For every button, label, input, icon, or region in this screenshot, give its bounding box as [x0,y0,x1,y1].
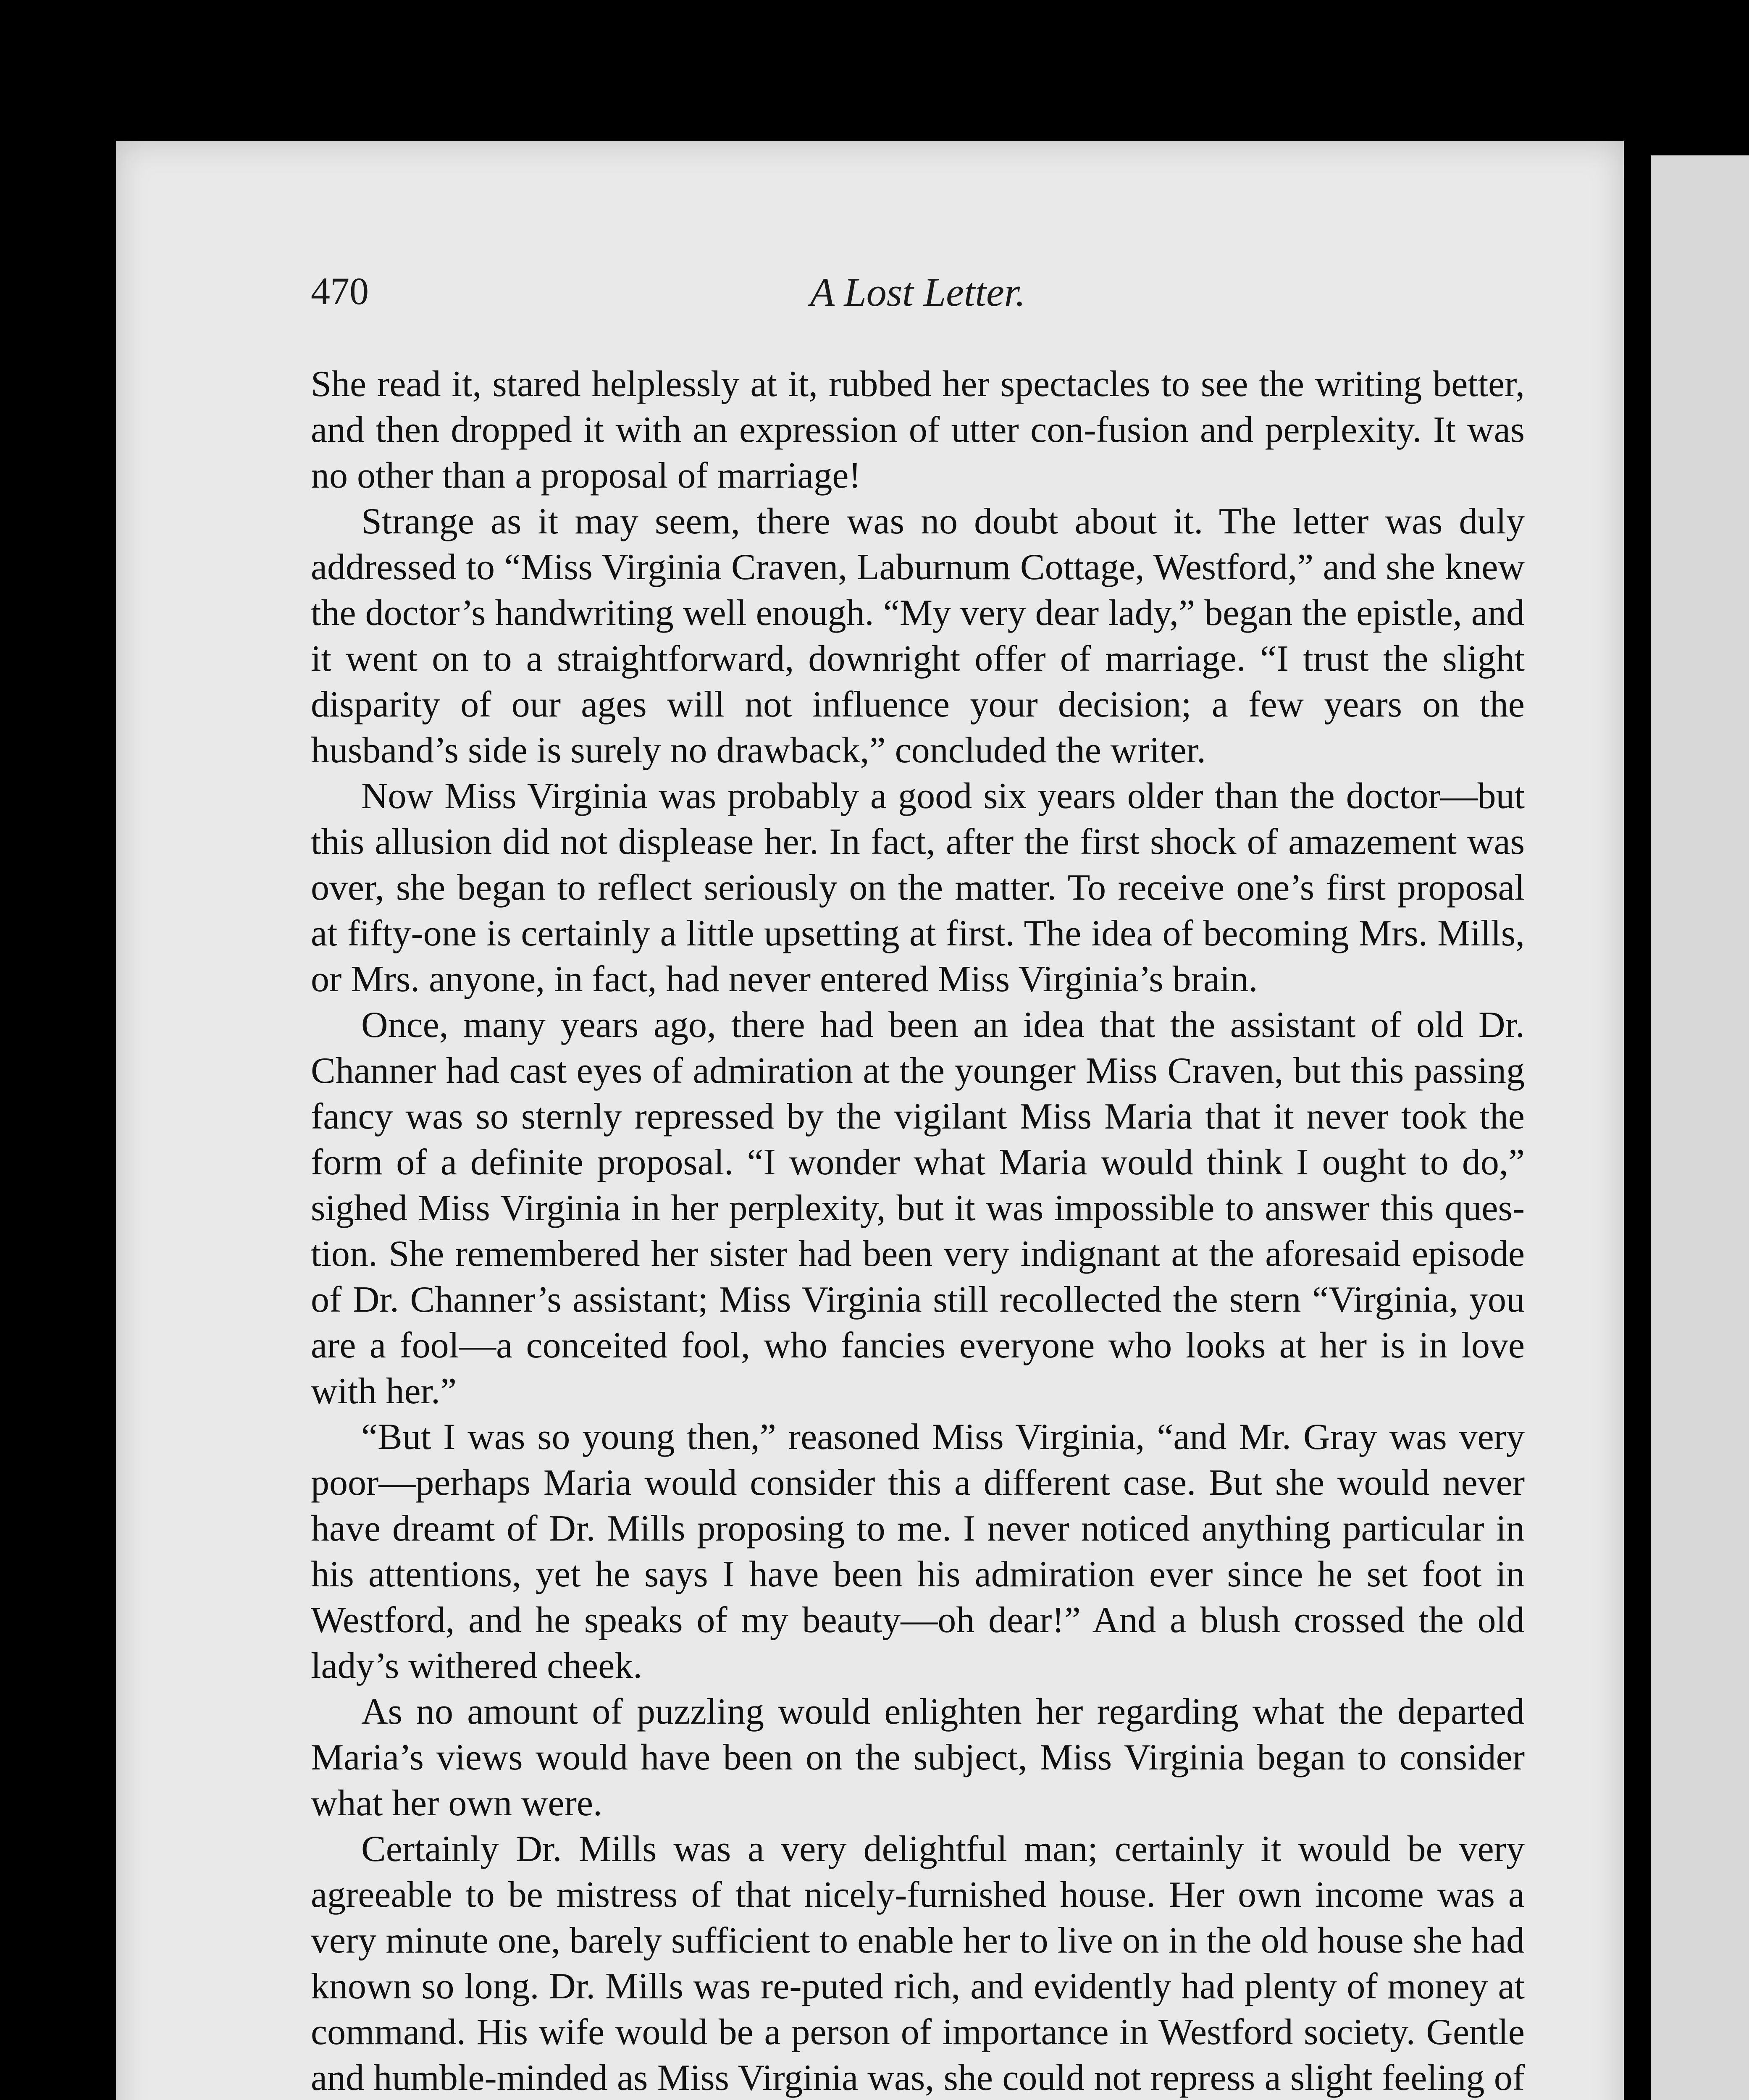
paragraph-2: Strange as it may seem, there was no doubt about it. The letter was duly addressed to “Miss Virginia Craven, Laburnum Cottage, Westford,” and she knew the doctor’s handwriting well enough. “My very dear lady,” began the epistle, and it went on to a straightforward, downright offer of marriage. “I trust the slight disparity of our ages will not influence your decision; a few years on the husband’s side is surely no drawback,” concluded the writer. [311,501,1525,771]
body-text [311,361,1525,2100]
paragraph-4: Once, many years ago, there had been an idea that the assistant of old Dr. Channer had cast eyes of admiration at the younger Miss Craven, but this passing fancy was so sternly repressed by the vigilant Miss Maria that it never took the form of a definite proposal. “I wonder what Maria would think I ought to do,” sighed Miss Virginia in her perplexity, but it was impossible to answer this ques-tion. She remembered her sister had been very indignant at the aforesaid episode of Dr. Channer’s assistant; Miss Virginia still recollected the stern “Virginia, you are a fool—a conceited fool, who fancies everyone who looks at her is in love with her.” [311,1005,1525,1412]
facing-page-edge [1651,155,1749,2100]
page-header [311,269,1525,328]
running-title: A Lost Letter. [810,270,1026,315]
page-number: 470 [311,270,369,312]
paragraph-1: She read it, stared helplessly at it, rubbed her spectacles to see the writing better, and then dropped it with an expression of utter con-fusion and perplexity. It was no other than a proposal of marriage! [311,364,1525,496]
paragraph-7: Certainly Dr. Mills was a very delightful man; certainly it would be very agreeable to be mistress of that nicely-furnished house. Her own income was a very minute one, barely sufficient to enable her to live on in the old house she had known so long. Dr. Mills was re-puted rich, and evidently had plenty of money at command. His wife would be a person of importance in Westford society. Gentle and humble-minded as Miss Virginia was, she could not repress a slight feeling of [311,1829,1525,2098]
paragraph-5: “But I was so young then,” reasoned Miss Virginia, “and Mr. Gray was very poor—perhaps Maria would consider this a different case. But she would never have dreamt of Dr. Mills proposing to me. I never noticed anything particular in his attentions, yet he says I have been his admiration ever since he set foot in Westford, and he speaks of my beauty—oh dear!” And a blush crossed the old lady’s withered cheek. [311,1417,1525,1686]
paragraph-3: Now Miss Virginia was probably a good six years older than the doctor—but this allusion did not displease her. In fact, after the first shock of amazement was over, she began to reflect seriously on the matter. To receive one’s first proposal at fifty-one is certainly a little upsetting at first. The idea of becoming Mrs. Mills, or Mrs. anyone, in fact, had never entered Miss Virginia’s brain. [311,776,1525,1000]
paragraph-6: As no amount of puzzling would enlighten her regarding what the departed Maria’s views would have been on the subject, Miss Virginia began to consider what her own were. [311,1691,1525,1824]
